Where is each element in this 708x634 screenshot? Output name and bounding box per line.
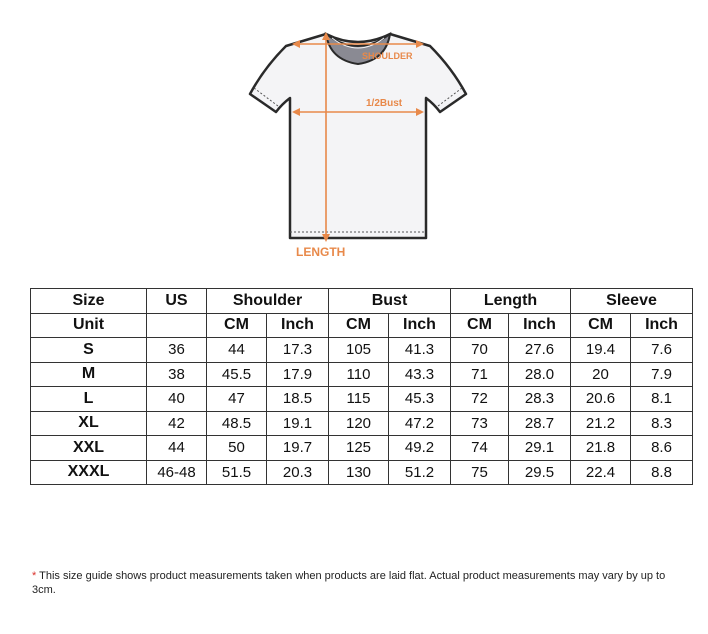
measurement-cell: 49.2 xyxy=(389,436,451,461)
measurement-cell: 130 xyxy=(329,460,389,485)
us-size-cell: 46-48 xyxy=(147,460,207,485)
measurement-cell: 29.5 xyxy=(509,460,571,485)
measurement-cell: 17.9 xyxy=(267,362,329,387)
measurement-cell: 19.4 xyxy=(571,338,631,363)
measurement-cell: 44 xyxy=(207,338,267,363)
measurement-cell: 28.3 xyxy=(509,387,571,412)
size-cell: S xyxy=(31,338,147,363)
half-bust-label: 1/2Bust xyxy=(366,98,403,109)
size-cell: XXL xyxy=(31,436,147,461)
measurement-cell: 8.8 xyxy=(631,460,693,485)
measurement-cell: 47.2 xyxy=(389,411,451,436)
measurement-cell: 21.8 xyxy=(571,436,631,461)
header-row-1 xyxy=(31,289,693,314)
unit-cell: CM xyxy=(451,313,509,338)
table-row xyxy=(31,387,693,412)
header-row-2 xyxy=(31,313,693,338)
unit-cell: Inch xyxy=(267,313,329,338)
us-size-cell: 36 xyxy=(147,338,207,363)
measurement-cell: 17.3 xyxy=(267,338,329,363)
bust-header: Bust xyxy=(329,289,451,314)
measurement-cell: 48.5 xyxy=(207,411,267,436)
measurement-cell: 47 xyxy=(207,387,267,412)
measurement-cell: 45.5 xyxy=(207,362,267,387)
measurement-cell: 72 xyxy=(451,387,509,412)
measurement-cell: 27.6 xyxy=(509,338,571,363)
measurement-cell: 21.2 xyxy=(571,411,631,436)
measurement-cell: 105 xyxy=(329,338,389,363)
us-size-cell: 42 xyxy=(147,411,207,436)
size-rows xyxy=(31,338,693,485)
measurement-cell: 110 xyxy=(329,362,389,387)
measurement-cell: 19.7 xyxy=(267,436,329,461)
measurement-cell: 20.6 xyxy=(571,387,631,412)
size-cell: XL xyxy=(31,411,147,436)
measurement-cell: 115 xyxy=(329,387,389,412)
unit-cell: CM xyxy=(571,313,631,338)
measurement-cell: 50 xyxy=(207,436,267,461)
table-row xyxy=(31,338,693,363)
note-text: This size guide shows product measurements taken when products are laid flat. Actual product measurements may vary by up to 3cm. xyxy=(32,570,666,596)
measurement-cell: 74 xyxy=(451,436,509,461)
measurement-cell: 8.1 xyxy=(631,387,693,412)
measurement-cell: 41.3 xyxy=(389,338,451,363)
note-asterisk: * xyxy=(32,570,37,582)
unit-cell: Inch xyxy=(389,313,451,338)
tshirt-diagram xyxy=(240,28,476,262)
size-guide-note xyxy=(32,569,692,597)
length-label: LENGTH xyxy=(296,245,346,259)
us-header: US xyxy=(147,289,207,314)
table-row xyxy=(31,460,693,485)
measurement-cell: 7.6 xyxy=(631,338,693,363)
measurement-cell: 20.3 xyxy=(267,460,329,485)
measurement-cell: 29.1 xyxy=(509,436,571,461)
measurement-cell: 71 xyxy=(451,362,509,387)
measurement-cell: 18.5 xyxy=(267,387,329,412)
length-header: Length xyxy=(451,289,571,314)
unit-cell: Inch xyxy=(509,313,571,338)
measurement-cell: 28.0 xyxy=(509,362,571,387)
unit-header: Unit xyxy=(31,313,147,338)
measurement-cell: 51.2 xyxy=(389,460,451,485)
measurement-cell: 8.3 xyxy=(631,411,693,436)
size-header: Size xyxy=(31,289,147,314)
measurement-cell: 70 xyxy=(451,338,509,363)
measurement-cell: 19.1 xyxy=(267,411,329,436)
size-chart-table xyxy=(30,288,693,485)
table-row xyxy=(31,411,693,436)
us-unit-cell xyxy=(147,313,207,338)
measurement-cell: 45.3 xyxy=(389,387,451,412)
table-row xyxy=(31,362,693,387)
unit-cell: CM xyxy=(207,313,267,338)
table-row xyxy=(31,436,693,461)
measurement-cell: 73 xyxy=(451,411,509,436)
measurement-cell: 28.7 xyxy=(509,411,571,436)
measurement-cell: 20 xyxy=(571,362,631,387)
measurement-cell: 8.6 xyxy=(631,436,693,461)
measurement-cell: 7.9 xyxy=(631,362,693,387)
measurement-cell: 125 xyxy=(329,436,389,461)
size-cell: L xyxy=(31,387,147,412)
measurement-cell: 22.4 xyxy=(571,460,631,485)
shoulder-header: Shoulder xyxy=(207,289,329,314)
us-size-cell: 38 xyxy=(147,362,207,387)
us-size-cell: 40 xyxy=(147,387,207,412)
size-cell: M xyxy=(31,362,147,387)
measurement-cell: 75 xyxy=(451,460,509,485)
unit-cell: CM xyxy=(329,313,389,338)
measurement-cell: 51.5 xyxy=(207,460,267,485)
size-cell: XXXL xyxy=(31,460,147,485)
measurement-cell: 120 xyxy=(329,411,389,436)
sleeve-header: Sleeve xyxy=(571,289,693,314)
us-size-cell: 44 xyxy=(147,436,207,461)
unit-cell: Inch xyxy=(631,313,693,338)
shoulder-label: SHOULDER xyxy=(362,51,413,61)
measurement-cell: 43.3 xyxy=(389,362,451,387)
